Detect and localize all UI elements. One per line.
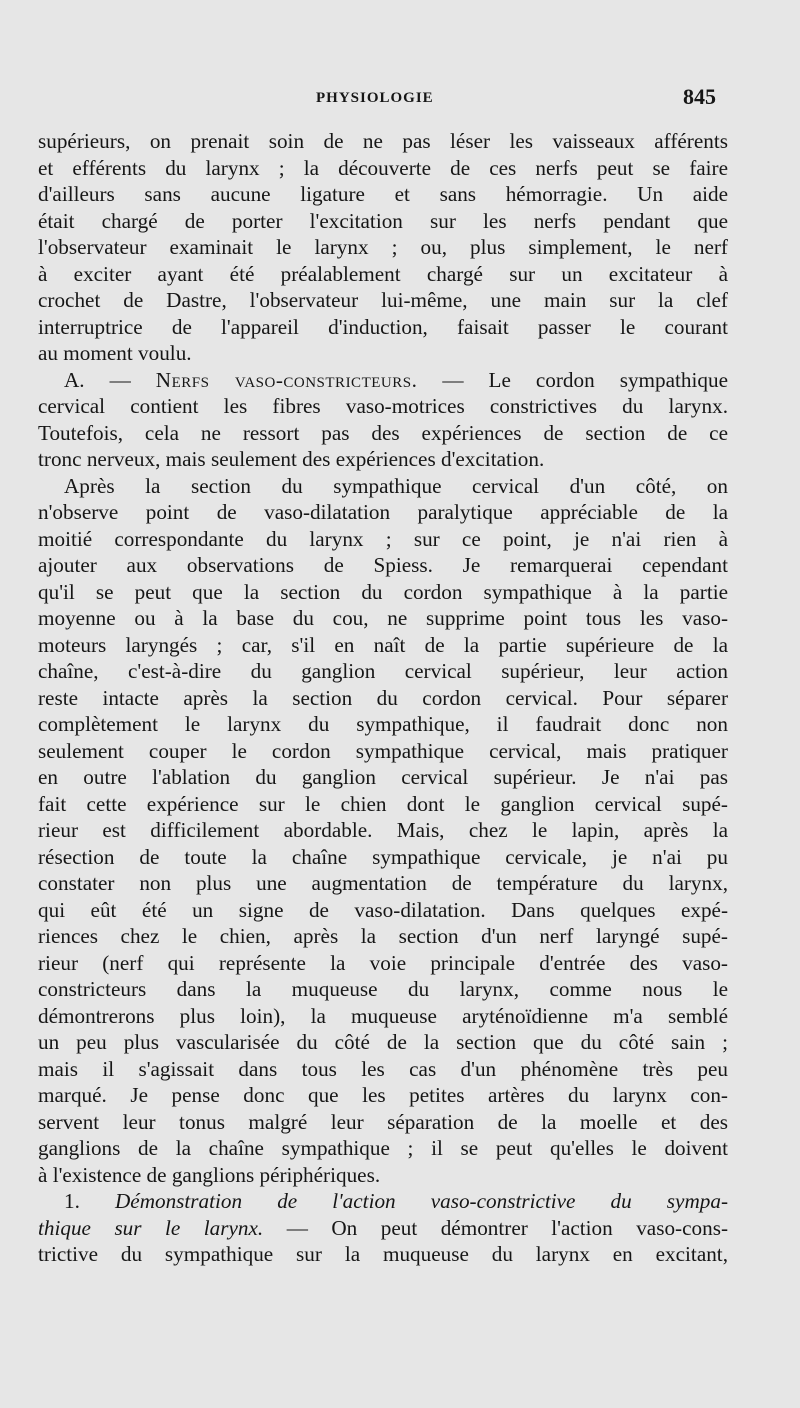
text-line: au moment voulu. — [38, 341, 192, 365]
text-line: mais il s'agissait dans tous les cas d'un phénomène très peu — [38, 1056, 728, 1081]
subsection-title: Démonstration de l'action vaso-constrictive du sympa- — [114, 1189, 729, 1213]
text-line: riences chez le chien, après la section d'un nerf laryngé supé- — [38, 924, 728, 948]
subsection-number: 1. — [64, 1189, 115, 1213]
text-line: moyenne ou à la base du cou, ne supprime point tous les vaso- — [38, 606, 728, 630]
section-label: A. — — [64, 367, 156, 392]
text-line: Toutefois, cela ne ressort pas des expériences de section de ce — [38, 420, 728, 445]
text-line: chaîne, c'est-à-dire du ganglion cervical supérieur, leur action — [38, 659, 728, 683]
section-heading-line — [38, 367, 728, 394]
text-line: constater non plus une augmentation de température du larynx, — [38, 871, 728, 895]
text-line: marqué. Je pense donc que les petites artères du larynx con- — [38, 1083, 728, 1107]
text-line: supérieurs, on prenait soin de ne pas léser les vaisseaux afférents — [38, 129, 728, 153]
text-line: en outre l'ablation du ganglion cervical supérieur. Je n'ai pas — [38, 765, 728, 789]
text-line: fait cette expérience sur le chien dont le ganglion cervical supé- — [38, 791, 728, 816]
text-line: reste intacte après la section du cordon cervical. Pour séparer — [38, 685, 728, 710]
text-line: moitié correspondante du larynx ; sur ce point, je n'ai rien à — [38, 526, 728, 551]
text-line: tronc nerveux, mais seulement des expériences d'excitation. — [38, 447, 545, 471]
text-line: Après la section du sympathique cervical d'un côté, on — [64, 473, 728, 498]
subsection-heading-line — [38, 1215, 728, 1242]
text-line: servent leur tonus malgré leur séparation de la moelle et des — [38, 1109, 728, 1134]
text-line: à l'existence de ganglions périphériques. — [38, 1162, 381, 1187]
text-line: était chargé de porter l'excitation sur les nerfs pendant que — [38, 208, 728, 233]
text-line: moteurs laryngés ; car, s'il en naît de la partie supérieure de la — [38, 632, 728, 657]
text-line: ajouter aux observations de Spiess. Je remarquerai cependant — [38, 553, 728, 577]
text-line: résection de toute la chaîne sympathique cervicale, je n'ai pu — [38, 844, 728, 869]
subsection-heading-line — [38, 1188, 728, 1215]
text-line: n'observe point de vaso-dilatation paralytique appréciable de la — [38, 500, 728, 524]
text-line: d'ailleurs sans aucune ligature et sans hémorragie. Un aide — [38, 182, 728, 206]
text-line: cervical contient les fibres vaso-motrices constrictives du larynx. — [38, 394, 728, 418]
running-head: PHYSIOLOGIE — [316, 90, 434, 106]
page-number: 845 — [683, 84, 716, 109]
section-title: Nerfs vaso-constricteurs. — [155, 367, 418, 392]
text-line: interruptrice de l'appareil d'induction, faisait passer le courant — [38, 314, 728, 339]
text-line: qui eût été un signe de vaso-dilatation. Dans quelques expé- — [38, 897, 728, 922]
text-line: trictive du sympathique sur la muqueuse du larynx en excitant, — [38, 1242, 728, 1266]
text-line: seulement couper le cordon sympathique cervical, mais pratiquer — [38, 738, 728, 763]
body-text — [38, 128, 728, 1268]
text-line: rieur (nerf qui représente la voie principale d'entrée des vaso- — [38, 950, 728, 975]
text-line: et efférents du larynx ; la découverte de ces nerfs peut se faire — [38, 155, 728, 180]
text-line: à exciter ayant été préalablement chargé sur un excitateur à — [38, 261, 728, 286]
page-header — [0, 84, 800, 114]
text-line: rieur est difficilement abordable. Mais, chez le lapin, après la — [38, 818, 728, 842]
text-line: crochet de Dastre, l'observateur lui-même, une main sur la clef — [38, 288, 728, 312]
subsection-title-cont: thique sur le larynx. — [38, 1215, 264, 1240]
text-line: un peu plus vascularisée du côté de la section que du côté sain ; — [38, 1030, 728, 1054]
text-line: complètement le larynx du sympathique, il faudrait donc non — [38, 712, 728, 736]
section-lead-text: — Le cordon sympathique — [417, 367, 728, 392]
text-line: constricteurs dans la muqueuse du larynx, comme nous le — [38, 977, 728, 1001]
text-line: ganglions de la chaîne sympathique ; il se peut qu'elles le doivent — [38, 1136, 728, 1160]
text-line: l'observateur examinait le larynx ; ou, plus simplement, le nerf — [38, 235, 728, 259]
text-line: démontrerons plus loin), la muqueuse aryténoïdienne m'a semblé — [38, 1003, 728, 1028]
text-line: qu'il se peut que la section du cordon sympathique à la partie — [38, 579, 728, 604]
subsection-lead-text: — On peut démontrer l'action vaso-cons- — [263, 1215, 728, 1240]
